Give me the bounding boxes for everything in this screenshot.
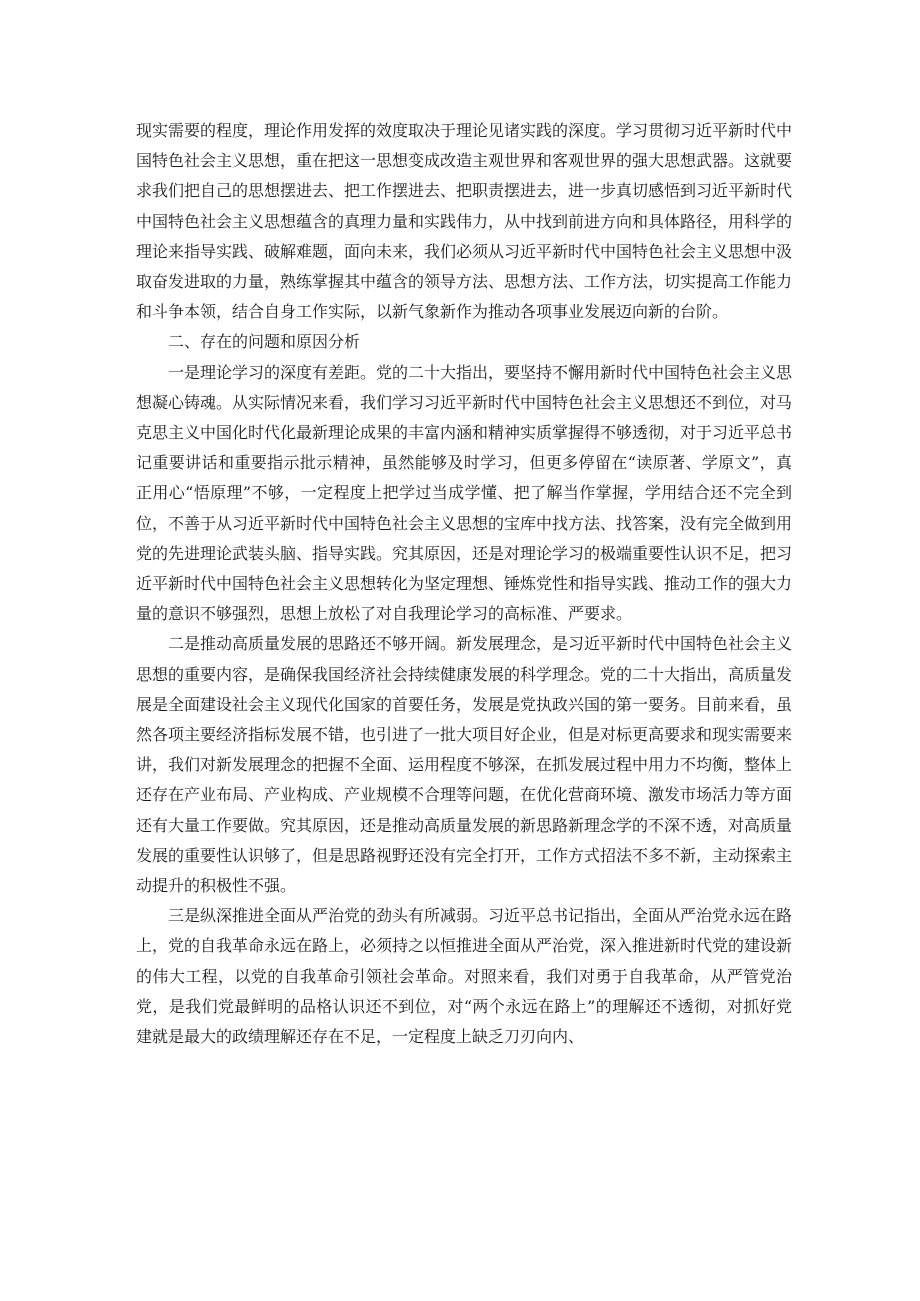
section-heading-problems-and-causes: 二、存在的问题和原因分析 [168, 332, 361, 352]
paragraph-point-party-governance: 三是纵深推进全面从严治党的劲头有所减弱。习近平总书记指出，全面从严治党永远在路上，党的自我革命永远在路上，必须持之以恒推进全面从严治党，深入推进新时代党的建设新的伟大工程，以党的自我革命引领社会革命。对照来看，我们对勇于自我革命，从严管党治党，是我们党最鲜明的品格认识还不到位，对“两个永远在路上”的理解还不透彻，对抓好党建就是最大的政绩理解还存在不足，一定程度上缺乏刀刃向内、 [136, 906, 793, 1047]
paragraph-intro-continued: 现实需要的程度，理论作用发挥的效度取决于理论见诸实践的深度。学习贯彻习近平新时代中国特色社会主义思想，重在把这一思想变成改造主观世界和客观世界的强大思想武器。这就要求我们把自己的思想摆进去、把工作摆进去、把职责摆进去，进一步真切感悟到习近平新时代中国特色社会主义思想蕴含的真理力量和实践伟力，从中找到前进方向和具体路径，用科学的理论来指导实践、破解难题，面向未来，我们必须从习近平新时代中国特色社会主义思想中汲取奋发进取的力量，熟练掌握其中蕴含的领导方法、思想方法、工作方法，切实提高工作能力和斗争本领，结合自身工作实际，以新气象新作为推动各项事业发展迈向新的台阶。 [136, 121, 793, 322]
paragraph-point-theory-study: 一是理论学习的深度有差距。党的二十大指出，要坚持不懈用新时代中国特色社会主义思想凝心铸魂。从实际情况来看，我们学习习近平新时代中国特色社会主义思想还不到位，对马克思主义中国化时代化最新理论成果的丰富内涵和精神实质掌握得不够透彻，对于习近平总书记重要讲话和重要指示批示精神，虽然能够及时学习，但更多停留在“读原著、学原文”，真正用心“悟原理”不够，一定程度上把学过当成学懂、把了解当作掌握，学用结合还不完全到位，不善于从习近平新时代中国特色社会主义思想的宝库中找方法、找答案，没有完全做到用党的先进理论武装头脑、指导实践。究其原因，还是对理论学习的极端重要性认识不足，把习近平新时代中国特色社会主义思想转化为坚定理想、锤炼党性和指导实践、推动工作的强大力量的意识不够强烈，思想上放松了对自我理论学习的高标准、严要求。 [136, 362, 793, 624]
paragraph-point-high-quality-development: 二是推动高质量发展的思路还不够开阔。新发展理念，是习近平新时代中国特色社会主义思想的重要内容，是确保我国经济社会持续健康发展的科学理念。党的二十大指出，高质量发展是全面建设社会主义现代化国家的首要任务，发展是党执政兴国的第一要务。目前来看，虽然各项主要经济指标发展不错，也引进了一批大项目好企业，但是对标更高要求和现实需要来讲，我们对新发展理念的把握不全面、运用程度不够深，在抓发展过程中用力不均衡，整体上还存在产业布局、产业构成、产业规模不合理等问题，在优化营商环境、激发市场活力等方面还有大量工作要做。究其原因，还是推动高质量发展的新思路新理念学的不深不透，对高质量发展的重要性认识够了，但是思路视野还没有完全打开，工作方式招法不多不新，主动探索主动提升的积极性不强。 [136, 634, 793, 896]
document-body [136, 116, 792, 1052]
